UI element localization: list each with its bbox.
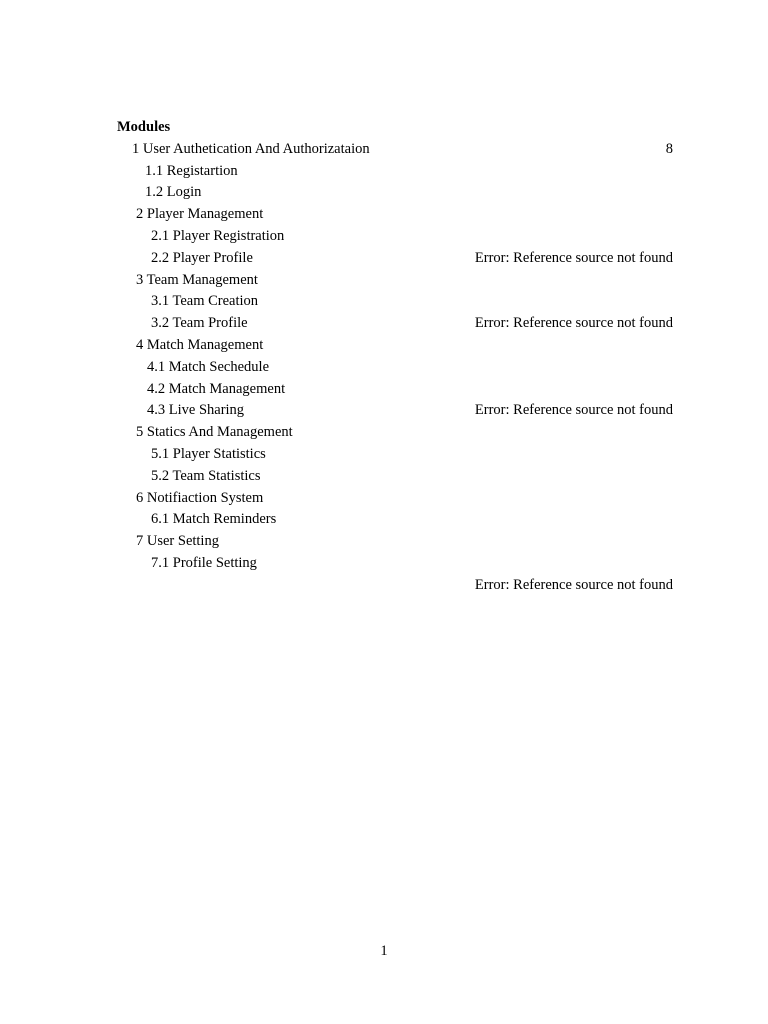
toc-entry-label: 3 Team Management: [136, 271, 258, 288]
toc-entry-label: 4 Match Management: [136, 336, 264, 353]
table-of-contents: [117, 117, 673, 597]
toc-entry[interactable]: [117, 182, 673, 204]
toc-entry-label: 2.2 Player Profile: [151, 249, 253, 266]
toc-entry[interactable]: [117, 575, 673, 597]
toc-entry-label: 6.1 Match Reminders: [151, 511, 277, 528]
toc-entry[interactable]: [117, 248, 673, 270]
toc-entry[interactable]: [117, 335, 673, 357]
toc-entry-label: 4.3 Live Sharing: [147, 402, 245, 419]
toc-entry[interactable]: [117, 270, 673, 292]
toc-entry-label: 1.2 Login: [145, 184, 202, 201]
toc-entry-label: 2.1 Player Registration: [151, 227, 285, 244]
toc-entry[interactable]: [117, 313, 673, 335]
page-number: 1: [380, 943, 388, 959]
toc-entry[interactable]: [117, 291, 673, 313]
toc-entry-page: Error: Reference source not found: [474, 249, 673, 266]
toc-entry-label: 7 User Setting: [136, 533, 219, 550]
toc-entry[interactable]: [117, 466, 673, 488]
toc-entry-label: 3.2 Team Profile: [151, 315, 248, 332]
toc-entry-page: Error: Reference source not found: [474, 402, 673, 419]
toc-entry[interactable]: [117, 139, 673, 161]
toc-entry[interactable]: [117, 204, 673, 226]
toc-entry-label: 7.1 Profile Setting: [151, 554, 257, 571]
toc-entry[interactable]: [117, 357, 673, 379]
toc-entry-label: 4.2 Match Management: [147, 380, 286, 397]
toc-entry-label: 5.2 Team Statistics: [151, 467, 261, 484]
toc-entry[interactable]: [117, 553, 673, 575]
toc-entry[interactable]: [117, 379, 673, 401]
toc-entry-label: 1 User Authetication And Authorizataion: [132, 140, 370, 157]
toc-entry[interactable]: [117, 444, 673, 466]
toc-entry[interactable]: [117, 509, 673, 531]
toc-entry-page: 8: [665, 140, 673, 157]
toc-entry-label: 1.1 Registartion: [145, 162, 238, 179]
toc-entry[interactable]: [117, 226, 673, 248]
toc-entry[interactable]: [117, 488, 673, 510]
toc-entry-page: Error: Reference source not found: [474, 315, 673, 332]
toc-heading: Modules: [117, 119, 171, 135]
toc-entry-label: 6 Notifiaction System: [136, 489, 264, 506]
toc-entry-label: 5.1 Player Statistics: [151, 445, 266, 462]
toc-entry-label: 3.1 Team Creation: [151, 293, 259, 310]
toc-entry[interactable]: [117, 400, 673, 422]
toc-entry[interactable]: [117, 161, 673, 183]
toc-entry[interactable]: [117, 422, 673, 444]
toc-entry-label: 4.1 Match Sechedule: [147, 358, 270, 375]
toc-entry-page: Error: Reference source not found: [474, 576, 673, 593]
toc-entry-label: 5 Statics And Management: [136, 424, 293, 441]
toc-entry[interactable]: [117, 531, 673, 553]
toc-entry-label: 2 Player Management: [136, 206, 264, 223]
